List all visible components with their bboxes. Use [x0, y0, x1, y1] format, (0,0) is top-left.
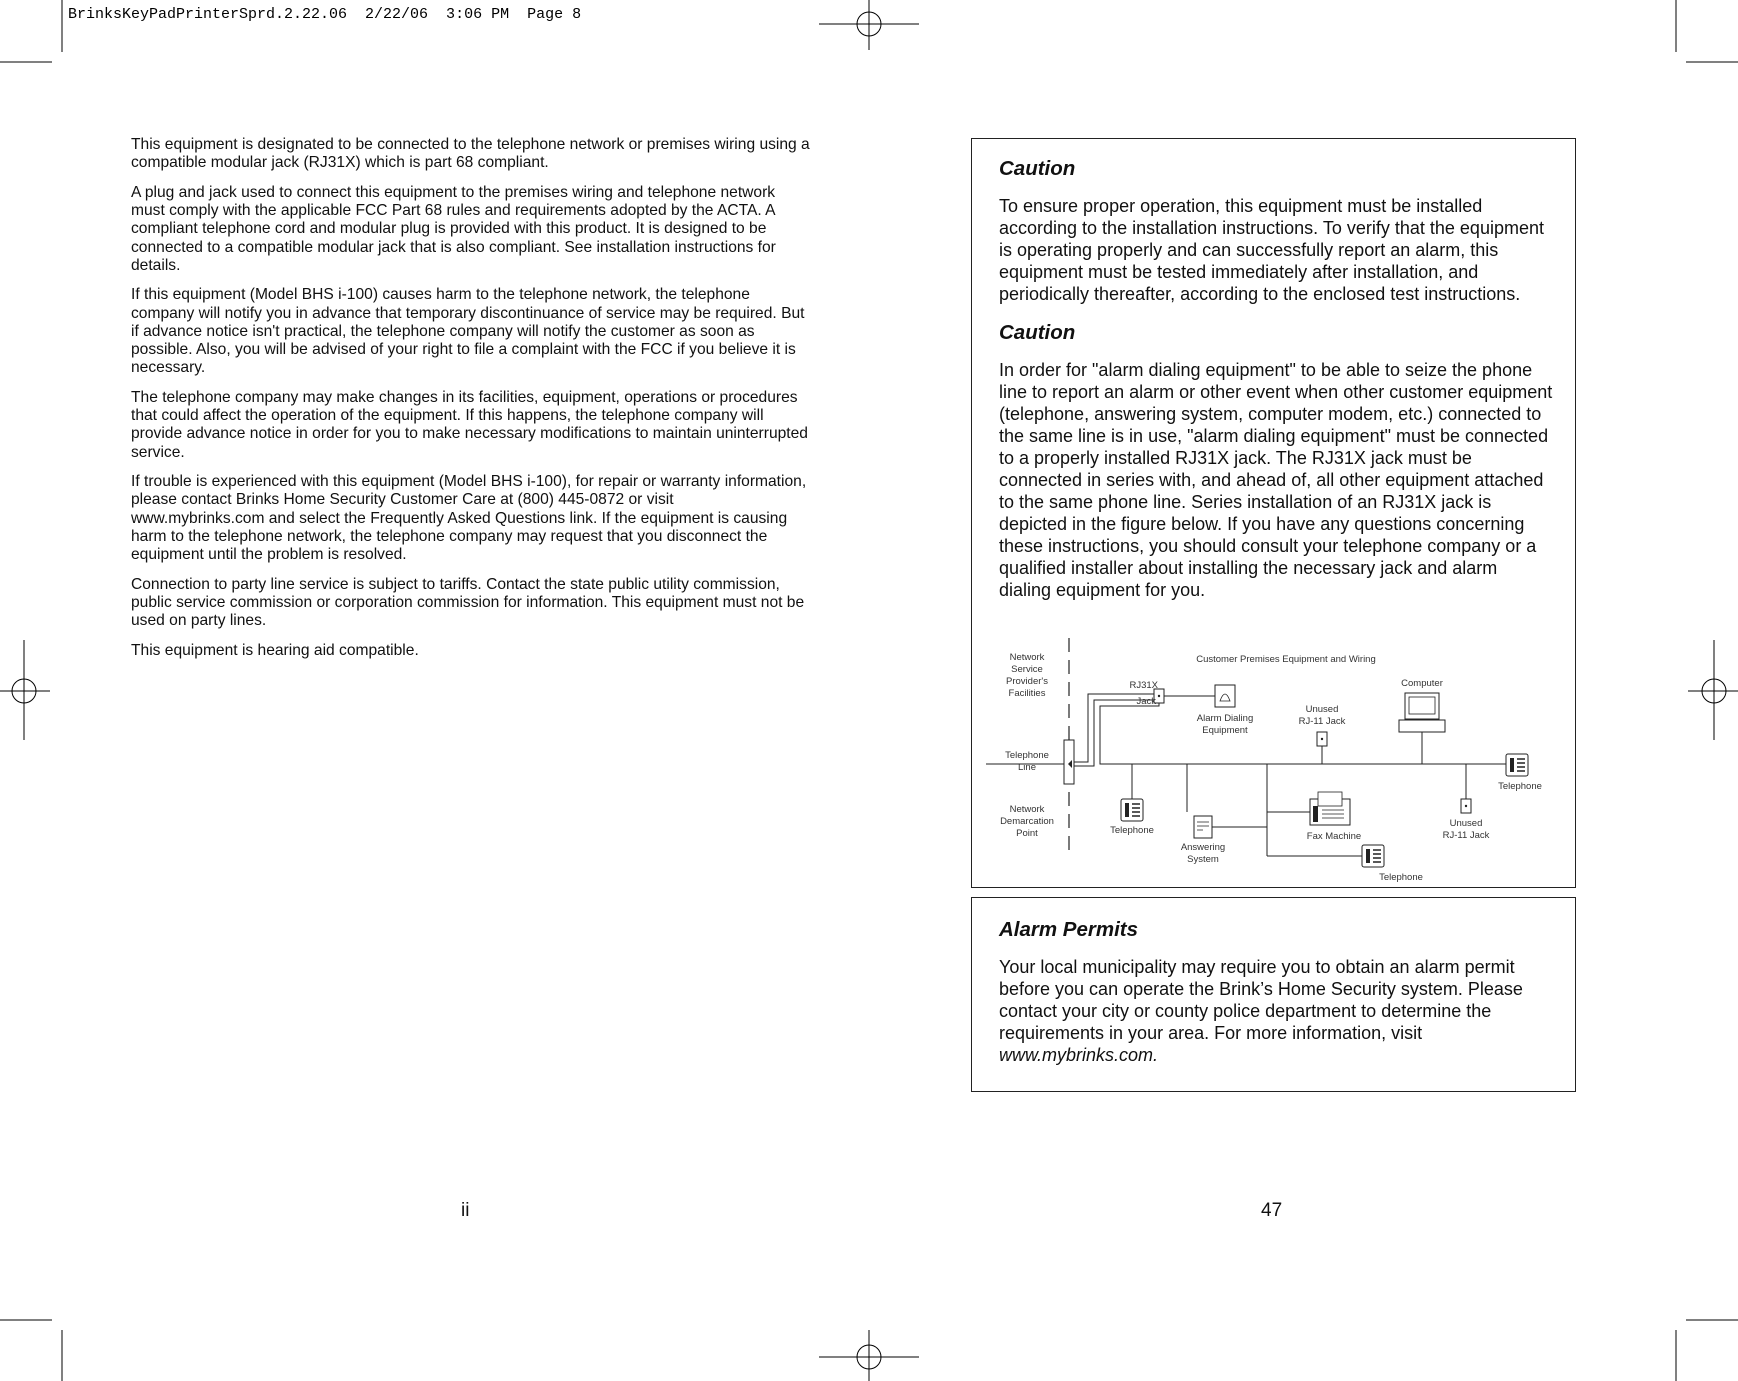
printer-slug-line: BrinksKeyPadPrinterSprd.2.22.06 2/22/06 3:06 PM Page 8	[68, 6, 582, 23]
demarcation-label-3: Point	[1016, 828, 1038, 839]
telephone-left-icon	[1121, 799, 1143, 821]
rj31x-wiring-diagram	[972, 634, 1575, 884]
telephone-right-icon	[1506, 754, 1528, 776]
fcc-paragraph-7: This equipment is hearing aid compatible.	[131, 641, 419, 659]
alarm-label-2: Equipment	[1202, 725, 1248, 736]
fcc-paragraph-4: The telephone company may make changes in its facilities, equipment, operations or procedures that could affect the operation of the equipment. If this happens, the telephone company will provide advance notice in order for you to make necessary modifications to maintain uninterrupted service.	[131, 388, 808, 461]
fax-machine-label: Fax Machine	[1306, 831, 1362, 842]
unused-top-label-2: RJ-11 Jack	[1298, 716, 1346, 727]
telephone-line-label-2: Line	[1018, 762, 1036, 773]
rj31x-label-1: RJ31X	[1129, 680, 1158, 691]
provider-label-line-1: Network	[1009, 652, 1045, 663]
fcc-paragraph-1: This equipment is designated to be connected to the telephone network or premises wiring using a compatible modular jack (RJ31X) which is part 68 compliant.	[131, 136, 810, 172]
alarm-label-1: Alarm Dialing	[1196, 713, 1254, 724]
alarm-dialing-equipment-icon	[1215, 685, 1235, 707]
caution-box	[971, 138, 1576, 888]
fcc-compliance-text	[131, 136, 811, 672]
registration-mark-top	[819, 0, 919, 50]
caution-heading-2: Caution	[999, 321, 1076, 344]
premises-diagram-title: Customer Premises Equipment and Wiring	[1196, 654, 1376, 665]
registration-mark-right	[1688, 640, 1738, 740]
caution-text-2: In order for "alarm dialing equipment" to be able to seize the phone line to report an alarm or other event when other customer equipment (telephone, answering system, computer modem, etc.) connected to the same line is in use, "alarm dialing equipment" must be connected to a properly installed RJ31X jack. The RJ31X jack must be connected in series with, and ahead of, all other equipment attached to the same phone line. Series installation of an RJ31X jack is depicted in the figure below. If you have any questions concerning these instructions, you should consult your telephone company or a qualified installer about installing the necessary jack and alarm dialing equipment for you.	[999, 360, 1553, 600]
registration-mark-left	[0, 640, 50, 740]
telephone-bottom-icon	[1362, 845, 1384, 867]
alarm-permits-text	[999, 956, 1554, 1066]
answering-system-icon	[1194, 816, 1212, 838]
fcc-paragraph-2: A plug and jack used to connect this equipment to the premises wiring and telephone network must comply with the applicable FCC Part 68 rules and requirements adopted by the ACTA. A compliant telephone cord and modular plug is provided with this product. It is designed to be connected to a compatible modular jack that is also compliant. See installation instructions for details.	[131, 183, 776, 274]
computer-keyboard-icon	[1399, 720, 1445, 732]
alarm-permits-body: Your local municipality may require you to obtain an alarm permit before you can operate the Brink’s Home Security system. Please contact your city or county police department to determine the requirements in your area. For more information, visit	[999, 957, 1523, 1043]
telephone-bottom-label: Telephone	[1379, 872, 1423, 883]
telephone-left-label: Telephone	[1110, 825, 1154, 836]
telephone-right-label: Telephone	[1498, 781, 1542, 792]
fcc-paragraph-3: If this equipment (Model BHS i-100) causes harm to the telephone network, the telephone company will notify you in advance that temporary discontinuance of service may be required. But if advance notice isn't practical, the telephone company will notify the customer as soon as possible. Also, you will be advised of your right to file a complaint with the FCC if you believe it is necessary.	[131, 286, 805, 377]
provider-label-line-3: Provider's	[1006, 676, 1048, 687]
unused-bottom-label-1: Unused	[1449, 818, 1483, 829]
registration-mark-bottom	[819, 1330, 919, 1381]
caution-heading-1: Caution	[999, 157, 1076, 180]
fcc-paragraph-5: If trouble is experienced with this equipment (Model BHS i-100), for repair or warranty information, please contact Brinks Home Security Customer Care at (800) 445-0872 or visit www.mybrinks.com and select the Frequently Asked Questions link. If the equipment is causing harm to the telephone network, the telephone company may request that you disconnect the equipment until the problem is resolved.	[131, 473, 807, 564]
unused-bottom-label-2: RJ-11 Jack	[1442, 830, 1490, 841]
caution-text-1: To ensure proper operation, this equipment must be installed according to the installation instructions. To verify that the equipment is operating properly and can successfully report an alarm, this equipment must be tested immediately after installation, and periodically thereafter, according to the enclosed test instructions.	[999, 196, 1544, 304]
unused-top-label-1: Unused	[1305, 704, 1339, 715]
provider-label-line-2: Service	[1011, 664, 1043, 675]
alarm-permits-heading: Alarm Permits	[999, 918, 1139, 941]
telephone-line-label-1: Telephone	[1005, 750, 1049, 761]
mybrinks-url: www.mybrinks.com.	[999, 1045, 1159, 1065]
answering-label-1: Answering	[1180, 842, 1226, 853]
wire-from-rj31x	[1074, 700, 1154, 766]
demarcation-box-icon	[1064, 740, 1074, 784]
page-number-left: ii	[461, 1200, 470, 1221]
demarcation-label-1: Network	[1009, 804, 1045, 815]
provider-label-line-4: Facilities	[1008, 688, 1046, 699]
demarcation-label-2: Demarcation	[1000, 816, 1054, 827]
alarm-permits-box	[971, 897, 1576, 1092]
computer-label: Computer	[1401, 678, 1443, 689]
rj31x-label-2: Jack	[1136, 696, 1156, 707]
fcc-paragraph-6: Connection to party line service is subject to tariffs. Contact the state public utility commission, public service commission or corporation commission for information. This equipment must not be used on party lines.	[131, 575, 805, 630]
page-number-right: 47	[1261, 1200, 1283, 1221]
answering-label-2: System	[1187, 854, 1219, 865]
